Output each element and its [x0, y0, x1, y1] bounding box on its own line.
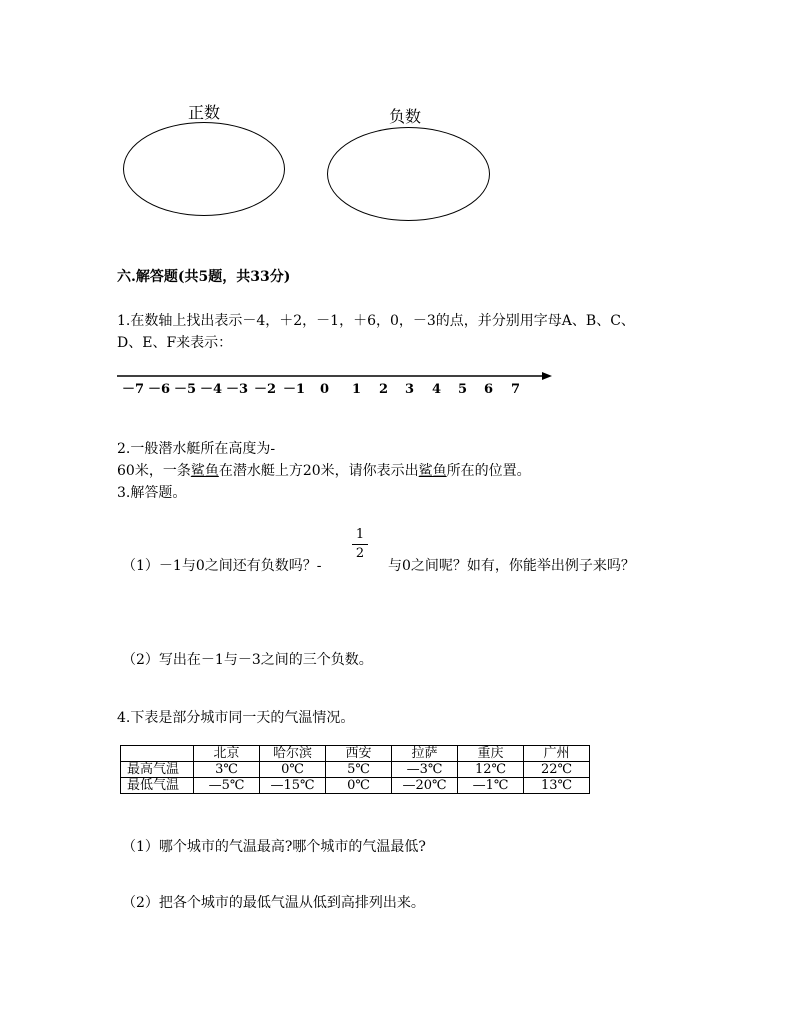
table-header-cell: 拉萨: [392, 746, 458, 762]
q1-line2: D、E、F来表示：: [117, 335, 233, 351]
fraction-one-half: [352, 527, 368, 562]
number-line-label: －4: [200, 382, 223, 397]
table-row: [121, 762, 590, 778]
table-cell: —3℃: [392, 762, 458, 778]
q3-sub2: （2）写出在－1与－3之间的三个负数。: [122, 652, 373, 668]
number-line-label: 7: [511, 382, 521, 397]
table-row-label: 最高气温: [121, 762, 194, 778]
table-cell: 0℃: [260, 762, 326, 778]
shark-underlined-1: 鲨鱼: [190, 463, 219, 479]
number-line-label: 6: [484, 382, 494, 397]
number-line-label: －5: [174, 382, 197, 397]
number-line-label: －6: [148, 382, 171, 397]
temperature-table: [120, 745, 590, 794]
number-line-label: 3: [405, 382, 415, 397]
q3-sub1-part-a: （1）－1与0之间还有负数吗？-: [122, 558, 322, 574]
number-line-label: －3: [226, 382, 249, 397]
table-header-cell: 哈尔滨: [260, 746, 326, 762]
table-cell: —1℃: [458, 778, 524, 794]
number-line-label: 1: [352, 382, 362, 397]
section-title: 六.解答题(共5题，共33分): [117, 269, 291, 285]
table-cell: 3℃: [194, 762, 260, 778]
table-cell: 0℃: [326, 778, 392, 794]
number-line-label: 4: [432, 382, 442, 397]
number-line-arrowhead: [542, 372, 552, 380]
q4-sub2: （2）把各个城市的最低气温从低到高排列出来。: [122, 895, 425, 911]
table-row: [121, 778, 590, 794]
number-line-label: －2: [254, 382, 277, 397]
table-header-cell: 北京: [194, 746, 260, 762]
number-line-label: 5: [458, 382, 468, 397]
number-line-label: －7: [122, 382, 145, 397]
table-cell: —5℃: [194, 778, 260, 794]
shark-underlined-2: 鲨鱼: [418, 463, 447, 479]
table-corner-cell: [121, 746, 194, 762]
number-line-label: －1: [283, 382, 306, 397]
table-cell: 12℃: [458, 762, 524, 778]
table-header-row: [121, 746, 590, 762]
q2-line2: 60米，一条鲨鱼在潜水艇上方20米，请你表示出鲨鱼所在的位置。: [117, 463, 531, 479]
fraction-numerator: 1: [355, 527, 365, 542]
number-line: [115, 365, 560, 400]
q2-line1: 2.一般潜水艇所在高度为-: [117, 441, 276, 457]
q3-sub1-part-b: 与0之间呢？如有，你能举出例子来吗？: [388, 558, 635, 574]
fraction-bar: [352, 544, 368, 545]
number-line-label: 2: [379, 382, 389, 397]
table-cell: —20℃: [392, 778, 458, 794]
positive-set-label: 正数: [188, 103, 221, 122]
q4-sub1: （1）哪个城市的气温最高?哪个城市的气温最低?: [122, 839, 426, 855]
table-cell: 13℃: [524, 778, 590, 794]
q4-title: 4.下表是部分城市同一天的气温情况。: [117, 710, 355, 726]
fraction-denominator: 2: [355, 546, 365, 561]
negative-set-label: 负数: [389, 107, 422, 126]
table-cell: 5℃: [326, 762, 392, 778]
table-header-cell: 重庆: [458, 746, 524, 762]
table-header-cell: 西安: [326, 746, 392, 762]
table-cell: —15℃: [260, 778, 326, 794]
q1-line1: 1.在数轴上找出表示－4，＋2，－1，＋6，0，－3的点，并分别用字母A、B、C、: [117, 313, 635, 329]
negative-set-ellipse: [327, 127, 490, 221]
table-row-label: 最低气温: [121, 778, 194, 794]
positive-set-ellipse: [123, 122, 285, 216]
table-header-cell: 广州: [524, 746, 590, 762]
q3-title: 3.解答题。: [117, 485, 187, 501]
table-cell: 22℃: [524, 762, 590, 778]
number-line-label: 0: [320, 382, 330, 397]
